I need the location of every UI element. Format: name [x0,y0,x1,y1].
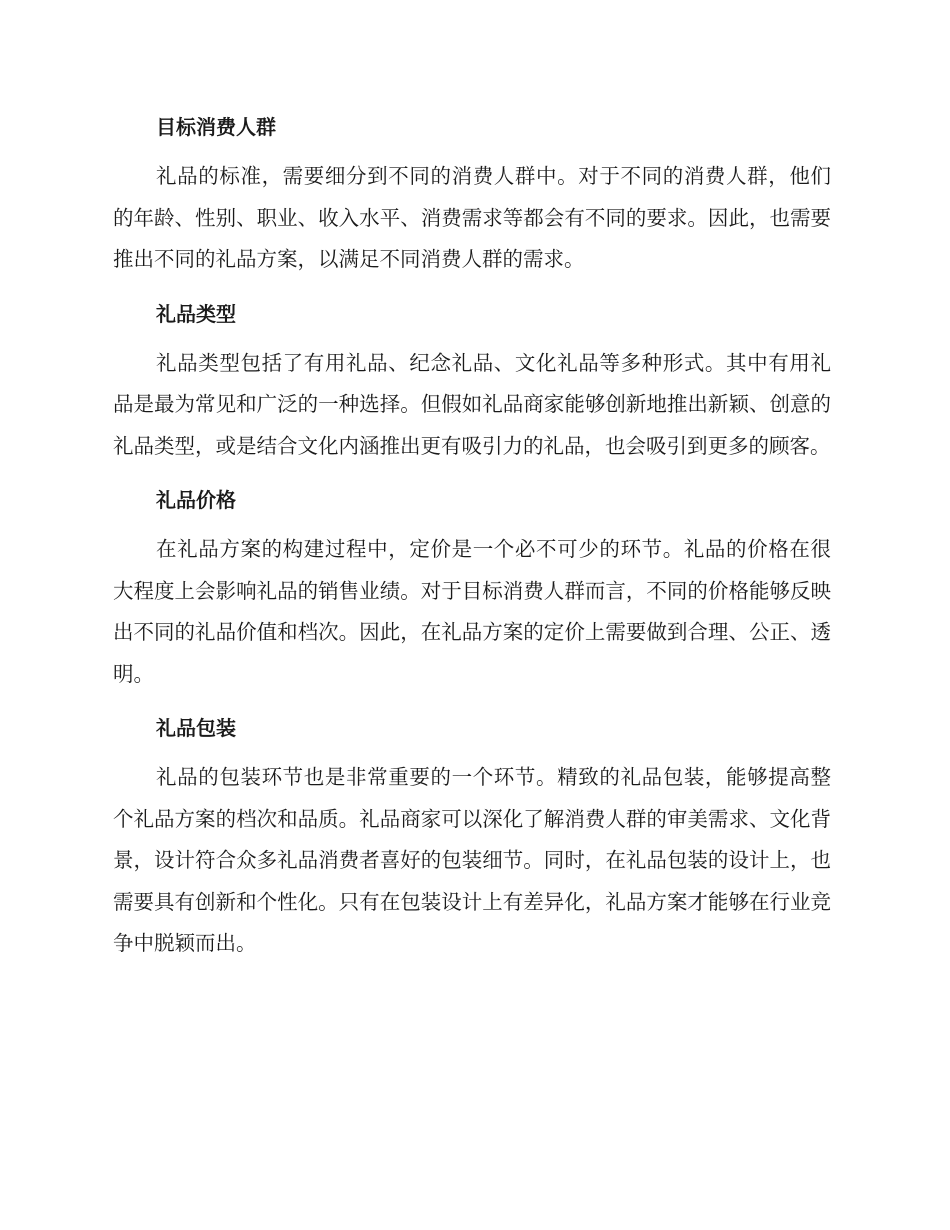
section-heading: 礼品价格 [156,488,236,512]
section-paragraph: 礼品的标准，需要细分到不同的消费人群中。对于不同的消费人群，他们的年龄、性别、职业、收入水平、消费需求等都会有不同的要求。因此，也需要推出不同的礼品方案，以满足不同消费人群的需求。 [113,164,831,271]
section-paragraph: 礼品类型包括了有用礼品、纪念礼品、文化礼品等多种形式。其中有用礼品是最为常见和广泛的一种选择。但假如礼品商家能够创新地推出新颖、创意的礼品类型，或是结合文化内涵推出更有吸引力的礼品，也会吸引到更多的顾客。 [113,350,831,458]
section-paragraph: 在礼品方案的构建过程中，定价是一个必不可少的环节。礼品的价格在很大程度上会影响礼品的销售业绩。对于目标消费人群而言，不同的价格能够反映出不同的礼品价值和档次。因此，在礼品方案的定价上需要做到合理、公正、透明。 [113,537,831,686]
section-heading: 礼品类型 [156,301,236,326]
section-target-consumers [113,104,831,281]
section-gift-types [113,291,831,468]
document-page [113,104,831,965]
section-paragraph: 礼品的包装环节也是非常重要的一个环节。精致的礼品包装，能够提高整个礼品方案的档次和品质。礼品商家可以深化了解消费人群的审美需求、文化背景，设计符合众多礼品消费者喜好的包装细节。同时，在礼品包装的设计上，也需要具有创新和个性化。只有在包装设计上有差异化，礼品方案才能够在行业竞争中脱颖而出。 [113,765,831,955]
section-heading: 礼品包装 [156,716,236,740]
section-gift-packaging [113,705,831,965]
section-gift-price [113,477,831,695]
section-heading: 目标消费人群 [156,115,276,139]
